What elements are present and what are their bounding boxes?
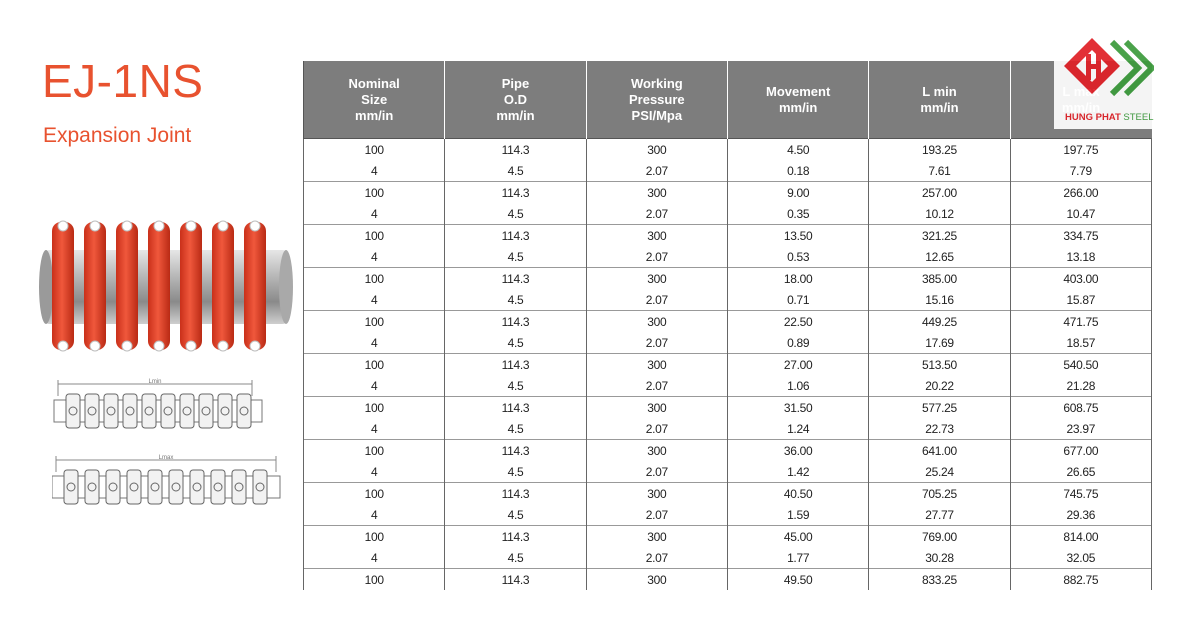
cell-l-min: 641.00 bbox=[869, 440, 1010, 462]
table-row bbox=[304, 139, 1152, 161]
cell-movement: 0.18 bbox=[727, 160, 868, 182]
header-working-pressure: Working Pressure PSI/Mpa bbox=[586, 61, 727, 139]
hung-phat-steel-logo bbox=[1054, 34, 1162, 129]
table-row bbox=[304, 160, 1152, 182]
logo-wordmark bbox=[1065, 112, 1154, 123]
cell-movement: 1.24 bbox=[727, 418, 868, 440]
cell-movement: 1.77 bbox=[727, 547, 868, 569]
cell-movement: 4.50 bbox=[727, 139, 868, 161]
cell-working-pressure: 2.07 bbox=[586, 461, 727, 483]
cell-pipe-od: 114.3 bbox=[445, 354, 586, 376]
cell-working-pressure: 2.07 bbox=[586, 289, 727, 311]
cell-movement: 18.00 bbox=[727, 268, 868, 290]
hp-logo-icon bbox=[1062, 36, 1154, 110]
cell-movement: 27.00 bbox=[727, 354, 868, 376]
cell-l-min: 12.65 bbox=[869, 246, 1010, 268]
cell-nominal-size: 4 bbox=[304, 246, 445, 268]
cell-l-max: 21.28 bbox=[1010, 375, 1151, 397]
cell-nominal-size: 4 bbox=[304, 375, 445, 397]
table-row bbox=[304, 461, 1152, 483]
cell-l-min: 321.25 bbox=[869, 225, 1010, 247]
cell-working-pressure: 300 bbox=[586, 569, 727, 591]
cell-movement: 9.00 bbox=[727, 182, 868, 204]
cell-working-pressure: 2.07 bbox=[586, 418, 727, 440]
table-row bbox=[304, 182, 1152, 204]
cell-pipe-od: 114.3 bbox=[445, 440, 586, 462]
table-row bbox=[304, 289, 1152, 311]
cell-nominal-size: 100 bbox=[304, 225, 445, 247]
cell-pipe-od: 114.3 bbox=[445, 268, 586, 290]
cell-working-pressure: 2.07 bbox=[586, 246, 727, 268]
cell-l-max: 13.18 bbox=[1010, 246, 1151, 268]
table-row bbox=[304, 440, 1152, 462]
table-row bbox=[304, 203, 1152, 225]
spec-table-body bbox=[304, 139, 1152, 591]
expansion-joint-photo bbox=[38, 212, 294, 360]
cell-nominal-size: 100 bbox=[304, 311, 445, 333]
cell-l-max: 23.97 bbox=[1010, 418, 1151, 440]
lmin-label: Lmin bbox=[148, 379, 162, 385]
logo-name-green: STEEL bbox=[1123, 112, 1154, 123]
cell-l-max: 540.50 bbox=[1010, 354, 1151, 376]
product-title: EJ-1NS bbox=[42, 55, 204, 107]
cell-l-max: 26.65 bbox=[1010, 461, 1151, 483]
cell-l-max: 10.47 bbox=[1010, 203, 1151, 225]
cell-pipe-od: 4.5 bbox=[445, 289, 586, 311]
cell-l-max: 471.75 bbox=[1010, 311, 1151, 333]
cell-l-min: 385.00 bbox=[869, 268, 1010, 290]
table-row bbox=[304, 375, 1152, 397]
cell-l-max: 266.00 bbox=[1010, 182, 1151, 204]
cell-working-pressure: 300 bbox=[586, 354, 727, 376]
cell-l-min: 513.50 bbox=[869, 354, 1010, 376]
cell-l-max: 608.75 bbox=[1010, 397, 1151, 419]
cell-l-max: 334.75 bbox=[1010, 225, 1151, 247]
cell-nominal-size: 100 bbox=[304, 397, 445, 419]
cell-working-pressure: 300 bbox=[586, 311, 727, 333]
table-row bbox=[304, 526, 1152, 548]
cell-l-min: 30.28 bbox=[869, 547, 1010, 569]
cell-movement: 0.89 bbox=[727, 332, 868, 354]
cell-movement: 0.53 bbox=[727, 246, 868, 268]
cell-working-pressure: 300 bbox=[586, 268, 727, 290]
cell-l-min: 833.25 bbox=[869, 569, 1010, 591]
table-row bbox=[304, 569, 1152, 591]
cell-l-max: 403.00 bbox=[1010, 268, 1151, 290]
table-row bbox=[304, 418, 1152, 440]
product-subtitle: Expansion Joint bbox=[43, 124, 192, 147]
table-row bbox=[304, 397, 1152, 419]
cell-movement: 22.50 bbox=[727, 311, 868, 333]
cell-nominal-size: 100 bbox=[304, 354, 445, 376]
cell-movement: 13.50 bbox=[727, 225, 868, 247]
cell-working-pressure: 300 bbox=[586, 397, 727, 419]
table-row bbox=[304, 311, 1152, 333]
cell-l-min: 10.12 bbox=[869, 203, 1010, 225]
cell-l-max: 32.05 bbox=[1010, 547, 1151, 569]
cell-movement: 1.06 bbox=[727, 375, 868, 397]
cell-movement: 0.71 bbox=[727, 289, 868, 311]
spec-table-header-row bbox=[304, 61, 1152, 139]
drawing-lmax bbox=[52, 452, 282, 510]
cell-l-max: 882.75 bbox=[1010, 569, 1151, 591]
cell-l-max: 197.75 bbox=[1010, 139, 1151, 161]
cell-movement: 0.35 bbox=[727, 203, 868, 225]
cell-l-max: 15.87 bbox=[1010, 289, 1151, 311]
cell-working-pressure: 300 bbox=[586, 526, 727, 548]
cell-pipe-od: 114.3 bbox=[445, 139, 586, 161]
cell-pipe-od: 114.3 bbox=[445, 182, 586, 204]
cell-l-min: 769.00 bbox=[869, 526, 1010, 548]
cell-nominal-size: 100 bbox=[304, 569, 445, 591]
cell-pipe-od: 4.5 bbox=[445, 547, 586, 569]
cell-l-min: 20.22 bbox=[869, 375, 1010, 397]
cell-nominal-size: 4 bbox=[304, 547, 445, 569]
cell-pipe-od: 4.5 bbox=[445, 461, 586, 483]
table-row bbox=[304, 504, 1152, 526]
cell-nominal-size: 100 bbox=[304, 483, 445, 505]
cell-movement: 1.59 bbox=[727, 504, 868, 526]
cell-l-min: 7.61 bbox=[869, 160, 1010, 182]
cell-movement: 49.50 bbox=[727, 569, 868, 591]
cell-pipe-od: 114.3 bbox=[445, 526, 586, 548]
cell-l-min: 257.00 bbox=[869, 182, 1010, 204]
header-nominal-size: Nominal Size mm/in bbox=[304, 61, 445, 139]
cell-working-pressure: 300 bbox=[586, 182, 727, 204]
cell-nominal-size: 4 bbox=[304, 289, 445, 311]
cell-nominal-size: 100 bbox=[304, 526, 445, 548]
cell-l-min: 27.77 bbox=[869, 504, 1010, 526]
cell-pipe-od: 4.5 bbox=[445, 504, 586, 526]
cell-pipe-od: 4.5 bbox=[445, 332, 586, 354]
cell-working-pressure: 2.07 bbox=[586, 375, 727, 397]
cell-l-max: 814.00 bbox=[1010, 526, 1151, 548]
table-row bbox=[304, 354, 1152, 376]
cell-l-min: 25.24 bbox=[869, 461, 1010, 483]
cell-nominal-size: 4 bbox=[304, 418, 445, 440]
cell-working-pressure: 2.07 bbox=[586, 504, 727, 526]
cell-working-pressure: 300 bbox=[586, 440, 727, 462]
cell-movement: 45.00 bbox=[727, 526, 868, 548]
cell-movement: 1.42 bbox=[727, 461, 868, 483]
table-row bbox=[304, 246, 1152, 268]
cell-working-pressure: 2.07 bbox=[586, 203, 727, 225]
cell-pipe-od: 4.5 bbox=[445, 203, 586, 225]
cell-movement: 36.00 bbox=[727, 440, 868, 462]
cell-pipe-od: 114.3 bbox=[445, 569, 586, 591]
cell-working-pressure: 2.07 bbox=[586, 547, 727, 569]
header-movement: Movement mm/in bbox=[727, 61, 868, 139]
cell-nominal-size: 100 bbox=[304, 268, 445, 290]
table-row bbox=[304, 332, 1152, 354]
cell-l-min: 577.25 bbox=[869, 397, 1010, 419]
cell-working-pressure: 2.07 bbox=[586, 332, 727, 354]
cell-pipe-od: 114.3 bbox=[445, 483, 586, 505]
cell-l-min: 449.25 bbox=[869, 311, 1010, 333]
cell-pipe-od: 4.5 bbox=[445, 418, 586, 440]
cell-pipe-od: 4.5 bbox=[445, 375, 586, 397]
cell-working-pressure: 2.07 bbox=[586, 160, 727, 182]
cell-nominal-size: 4 bbox=[304, 332, 445, 354]
cell-working-pressure: 300 bbox=[586, 139, 727, 161]
cell-nominal-size: 4 bbox=[304, 203, 445, 225]
lmax-label: Lmax bbox=[158, 455, 174, 461]
cell-pipe-od: 114.3 bbox=[445, 225, 586, 247]
cell-l-min: 705.25 bbox=[869, 483, 1010, 505]
cell-nominal-size: 100 bbox=[304, 440, 445, 462]
cell-movement: 31.50 bbox=[727, 397, 868, 419]
cell-l-min: 193.25 bbox=[869, 139, 1010, 161]
table-row bbox=[304, 547, 1152, 569]
table-row bbox=[304, 225, 1152, 247]
cell-movement: 40.50 bbox=[727, 483, 868, 505]
cell-nominal-size: 100 bbox=[304, 182, 445, 204]
cell-nominal-size: 4 bbox=[304, 461, 445, 483]
cell-l-min: 15.16 bbox=[869, 289, 1010, 311]
cell-l-max: 18.57 bbox=[1010, 332, 1151, 354]
cell-nominal-size: 4 bbox=[304, 504, 445, 526]
cell-pipe-od: 4.5 bbox=[445, 160, 586, 182]
cell-nominal-size: 4 bbox=[304, 160, 445, 182]
header-pipe-od: Pipe O.D mm/in bbox=[445, 61, 586, 139]
cell-l-min: 17.69 bbox=[869, 332, 1010, 354]
table-row bbox=[304, 268, 1152, 290]
header-l-min: L min mm/in bbox=[869, 61, 1010, 139]
cell-l-max: 29.36 bbox=[1010, 504, 1151, 526]
drawing-lmin bbox=[52, 376, 282, 434]
cell-l-min: 22.73 bbox=[869, 418, 1010, 440]
cell-pipe-od: 4.5 bbox=[445, 246, 586, 268]
cell-working-pressure: 300 bbox=[586, 483, 727, 505]
logo-name-red: HUNG PHAT bbox=[1065, 112, 1121, 123]
cell-working-pressure: 300 bbox=[586, 225, 727, 247]
cell-l-max: 745.75 bbox=[1010, 483, 1151, 505]
cell-pipe-od: 114.3 bbox=[445, 397, 586, 419]
spec-table bbox=[303, 61, 1152, 590]
cell-nominal-size: 100 bbox=[304, 139, 445, 161]
table-row bbox=[304, 483, 1152, 505]
cell-l-max: 677.00 bbox=[1010, 440, 1151, 462]
cell-l-max: 7.79 bbox=[1010, 160, 1151, 182]
cell-pipe-od: 114.3 bbox=[445, 311, 586, 333]
